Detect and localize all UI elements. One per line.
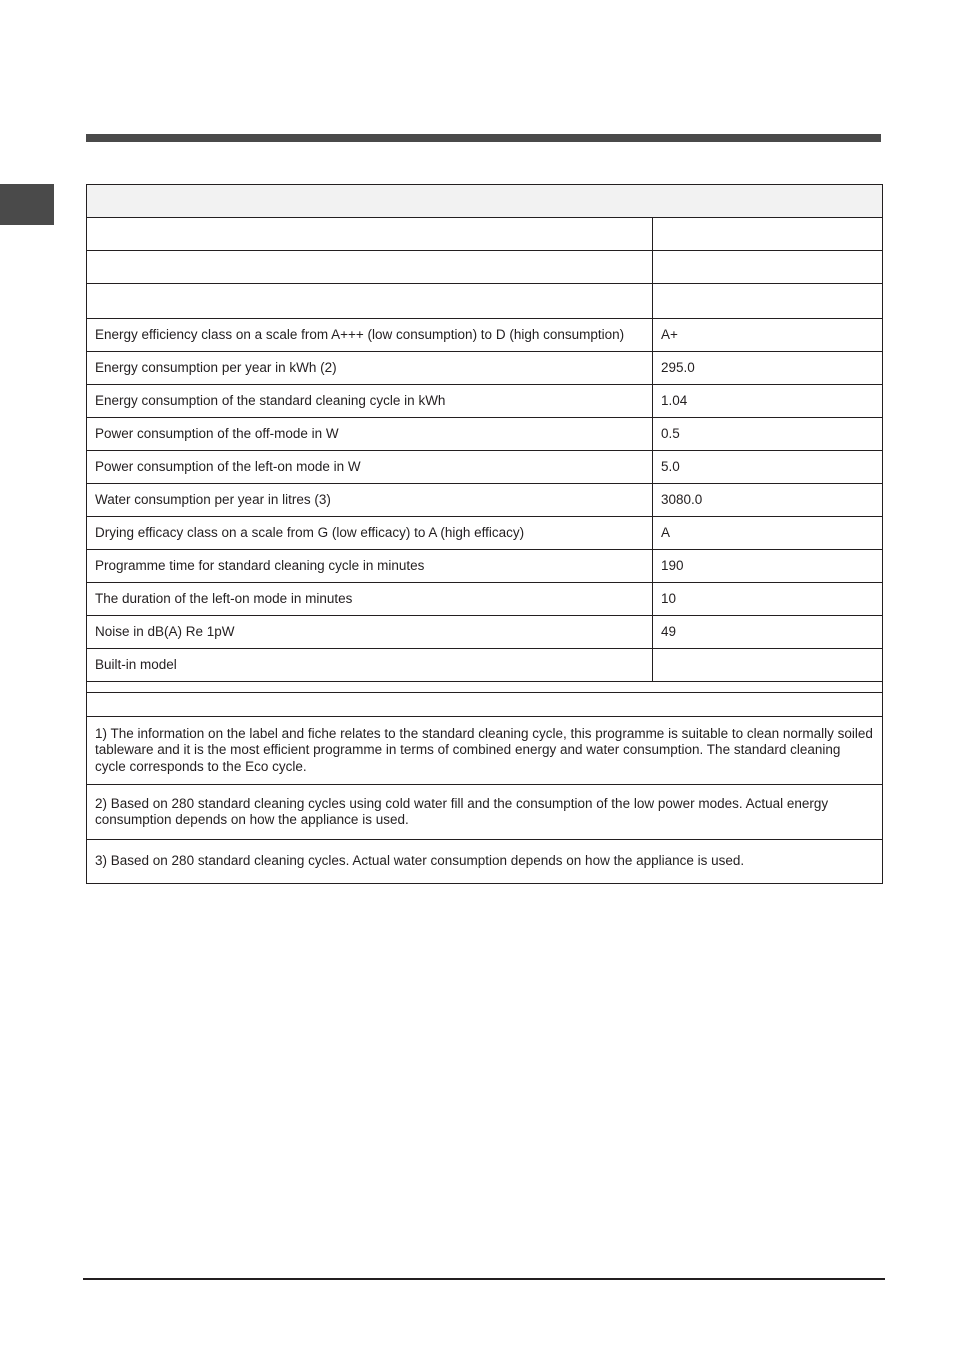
product-fiche-table — [86, 184, 883, 884]
value-cell: 1.04 — [653, 385, 883, 418]
value-cell: A — [653, 517, 883, 550]
value-cell — [653, 251, 883, 284]
table-row — [87, 484, 883, 517]
label-cell — [87, 251, 653, 284]
table-row — [87, 550, 883, 583]
value-cell: A+ — [653, 319, 883, 352]
label-cell: Energy consumption of the standard cleaning cycle in kWh — [87, 385, 653, 418]
table-row — [87, 451, 883, 484]
value-cell — [653, 284, 883, 319]
bottom-rule — [83, 1278, 885, 1280]
value-cell: 190 — [653, 550, 883, 583]
footnote-row — [87, 717, 883, 785]
label-cell: Power consumption of the off-mode in W — [87, 418, 653, 451]
label-cell: Programme time for standard cleaning cycle in minutes — [87, 550, 653, 583]
value-cell: 49 — [653, 616, 883, 649]
value-cell: 10 — [653, 583, 883, 616]
table-header-row — [87, 185, 883, 218]
table-row — [87, 218, 883, 251]
notes-header-cell — [87, 693, 883, 717]
footnote-row — [87, 840, 883, 884]
label-cell: Noise in dB(A) Re 1pW — [87, 616, 653, 649]
value-cell — [653, 218, 883, 251]
table-row — [87, 583, 883, 616]
table-row — [87, 649, 883, 682]
table-row — [87, 284, 883, 319]
table-row — [87, 418, 883, 451]
footnote-1: 1) The information on the label and fiche relates to the standard cleaning cycle, this programme is suitable to clean normally soiled tableware and it is the most efficient programme in terms of combined energy and water consumption. The standard cleaning cycle corresponds to the Eco cycle. — [87, 717, 883, 785]
table-row — [87, 616, 883, 649]
value-cell: 3080.0 — [653, 484, 883, 517]
table-row — [87, 251, 883, 284]
label-cell: Energy efficiency class on a scale from A+++ (low consumption) to D (high consumption) — [87, 319, 653, 352]
label-cell: Built-in model — [87, 649, 653, 682]
label-cell — [87, 218, 653, 251]
label-cell: Power consumption of the left-on mode in W — [87, 451, 653, 484]
table-row — [87, 385, 883, 418]
table-row — [87, 517, 883, 550]
label-cell — [87, 284, 653, 319]
label-cell: The duration of the left-on mode in minutes — [87, 583, 653, 616]
spacer-row — [87, 682, 883, 693]
label-cell: Drying efficacy class on a scale from G (low efficacy) to A (high efficacy) — [87, 517, 653, 550]
footnote-2: 2) Based on 280 standard cleaning cycles using cold water fill and the consumption of the low power modes. Actual energy consumption depends on how the appliance is used. — [87, 785, 883, 840]
side-language-tab — [0, 184, 54, 225]
top-rule — [86, 134, 881, 142]
label-cell: Energy consumption per year in kWh (2) — [87, 352, 653, 385]
notes-header-row — [87, 693, 883, 717]
value-cell: 0.5 — [653, 418, 883, 451]
spacer-cell — [87, 682, 883, 693]
footnote-3: 3) Based on 280 standard cleaning cycles. Actual water consumption depends on how the appliance is used. — [87, 840, 883, 884]
table-header-cell — [87, 185, 883, 218]
footnote-row — [87, 785, 883, 840]
label-cell: Water consumption per year in litres (3) — [87, 484, 653, 517]
value-cell — [653, 649, 883, 682]
table-row — [87, 352, 883, 385]
value-cell: 295.0 — [653, 352, 883, 385]
value-cell: 5.0 — [653, 451, 883, 484]
table-row — [87, 319, 883, 352]
